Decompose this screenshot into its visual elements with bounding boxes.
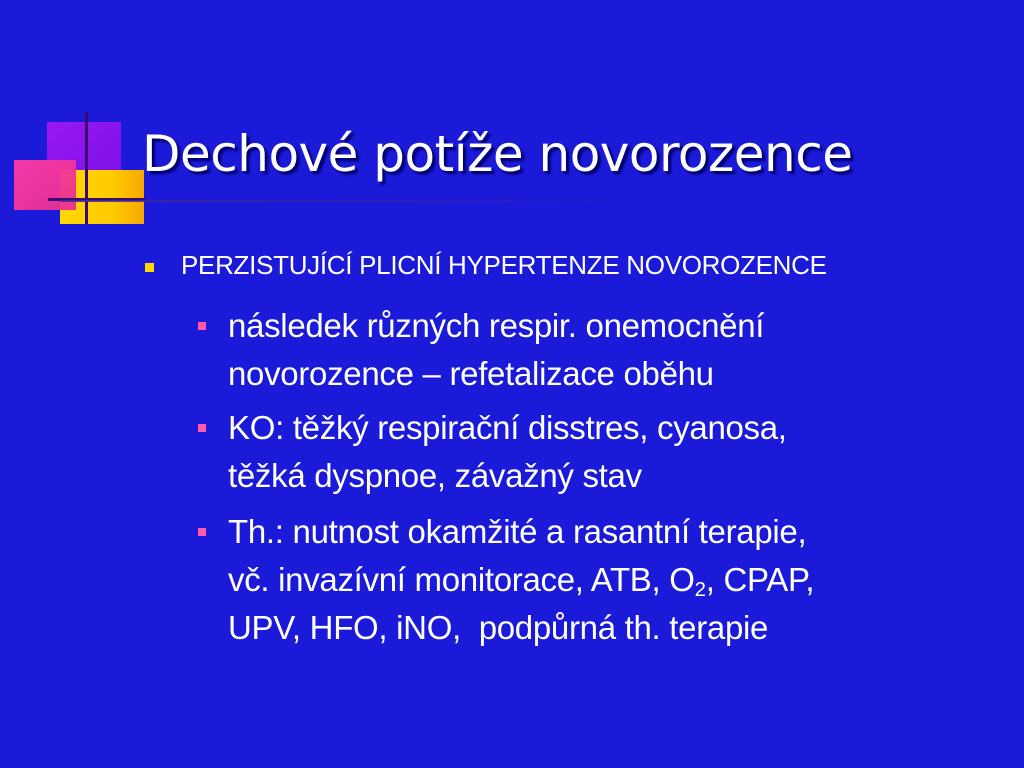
text-line: následek různých respir. onemocnění — [228, 307, 765, 344]
sub-bullet-text — [228, 404, 988, 500]
bullet-heading: PERZISTUJÍCÍ PLICNÍ HYPERTENZE NOVOROZENCE — [181, 250, 827, 280]
text-line: UPV, HFO, iNO, podpůrná th. terapie — [228, 609, 769, 646]
square-bullet-icon — [198, 424, 206, 432]
text-line: novorozence – refetalizace oběhu — [228, 355, 714, 392]
logo-square-pink — [14, 160, 76, 210]
title-underline — [60, 200, 660, 202]
text-line: KO: těžký respirační disstres, cyanosa, — [228, 409, 787, 446]
text-line: Th.: nutnost okamžité a rasantní terapie, — [228, 513, 807, 550]
text-segment: vč. invazívní monitorace, ATB, O — [228, 561, 695, 598]
sub-bullet-text — [228, 508, 988, 652]
square-bullet-icon — [198, 322, 206, 330]
slide-title: Dechové potíže novorozence — [142, 125, 853, 183]
logo-vertical-line — [85, 112, 88, 224]
subscript: 2 — [694, 578, 706, 602]
text-line — [228, 556, 988, 604]
text-line: těžká dyspnoe, závažný stav — [228, 457, 642, 494]
square-bullet-icon — [145, 263, 154, 272]
sub-bullet-text — [228, 302, 988, 398]
text-segment: , CPAP, — [705, 561, 815, 598]
square-bullet-icon — [198, 528, 206, 536]
